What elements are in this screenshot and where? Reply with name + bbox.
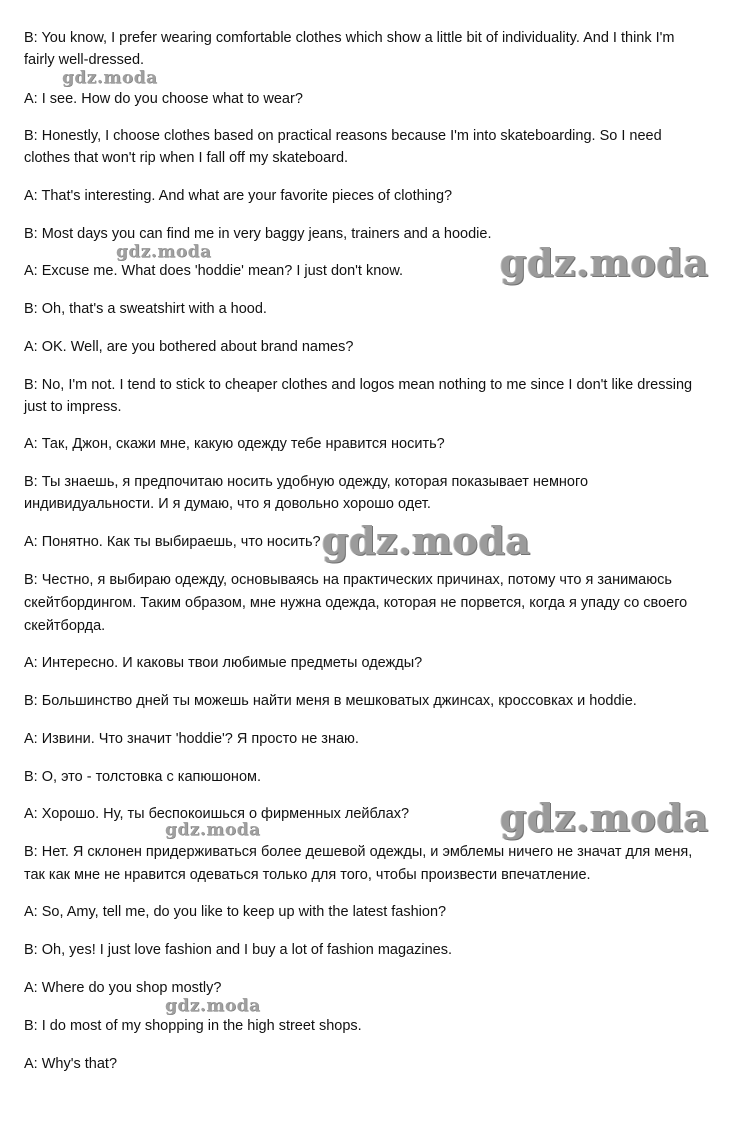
watermark: gdz.moda xyxy=(62,68,158,88)
dialogue-line: B: Oh, yes! I just love fashion and I buy a lot of fashion magazines. xyxy=(24,942,452,958)
dialogue-line: B: Oh, that's a sweatshirt with a hood. xyxy=(24,301,267,317)
dialogue-line: так как мне не нравится одеваться только для того, чтобы произвести впечатление. xyxy=(24,867,591,883)
dialogue-line: B: О, это - толстовка с капюшоном. xyxy=(24,769,262,785)
dialogue-line: A: Excuse me. What does 'hoddie' mean? I just don't know. xyxy=(24,263,404,279)
dialogue-line: A: Так, Джон, скажи мне, какую одежду тебе нравится носить? xyxy=(24,436,445,452)
dialogue-line: B: Ты знаешь, я предпочитаю носить удобную одежду, которая показывает немного xyxy=(24,474,589,490)
dialogue-line: A: Why's that? xyxy=(24,1056,118,1072)
watermark: gdz.moda xyxy=(322,518,531,563)
dialogue-line: A: Извини. Что значит 'hoddie'? Я просто не знаю. xyxy=(24,731,359,747)
dialogue-line: A: So, Amy, tell me, do you like to keep up with the latest fashion? xyxy=(24,904,447,920)
dialogue-line: A: That's interesting. And what are your favorite pieces of clothing? xyxy=(24,188,453,204)
dialogue-line: B: Честно, я выбираю одежду, основываясь на практических причинах, потому что я занимаюсь xyxy=(24,572,672,588)
dialogue-line: A: Понятно. Как ты выбираешь, что носить? xyxy=(24,534,321,550)
dialogue-line: скейтбордингом. Таким образом, мне нужна одежда, которая не порвется, когда я упаду со своего xyxy=(24,595,688,611)
dialogue-line: B: Most days you can find me in very baggy jeans, trainers and a hoodie. xyxy=(24,226,492,242)
watermark: gdz.moda xyxy=(116,242,212,262)
dialogue-line: fairly well-dressed. xyxy=(24,52,145,68)
dialogue-line: A: Where do you shop mostly? xyxy=(24,980,222,996)
dialogue-line: A: Интересно. И каковы твои любимые предметы одежды? xyxy=(24,655,423,671)
watermark: gdz.moda xyxy=(165,996,261,1016)
dialogue-line: clothes that won't rip when I fall off my skateboard. xyxy=(24,150,349,166)
dialogue-line: A: OK. Well, are you bothered about brand names? xyxy=(24,339,354,355)
dialogue-line: A: Хорошо. Ну, ты беспокоишься о фирменных лейблах? xyxy=(24,806,410,822)
dialogue-line: B: You know, I prefer wearing comfortable clothes which show a little bit of individuality. And I think I'm xyxy=(24,30,675,46)
dialogue-line: just to impress. xyxy=(24,399,122,415)
dialogue-line: B: Honestly, I choose clothes based on practical reasons because I'm into skateboarding. So I need xyxy=(24,128,662,144)
dialogue-line: B: No, I'm not. I tend to stick to cheaper clothes and logos mean nothing to me since I don't like dressing xyxy=(24,377,693,393)
dialogue-line: B: I do most of my shopping in the high street shops. xyxy=(24,1018,362,1034)
dialogue-line: A: I see. How do you choose what to wear? xyxy=(24,91,303,107)
dialogue-line: индивидуальности. И я думаю, что я довольно хорошо одет. xyxy=(24,496,431,512)
watermark: gdz.moda xyxy=(500,240,709,285)
watermark: gdz.moda xyxy=(165,820,261,840)
dialogue-line: B: Большинство дней ты можешь найти меня в мешковатых джинсах, кроссовках и hoddie. xyxy=(24,693,637,709)
dialogue-line: скейтборда. xyxy=(24,618,106,634)
dialogue-line: B: Нет. Я склонен придерживаться более дешевой одежды, и эмблемы ничего не значат для меня, xyxy=(24,844,693,860)
watermark: gdz.moda xyxy=(500,795,709,840)
